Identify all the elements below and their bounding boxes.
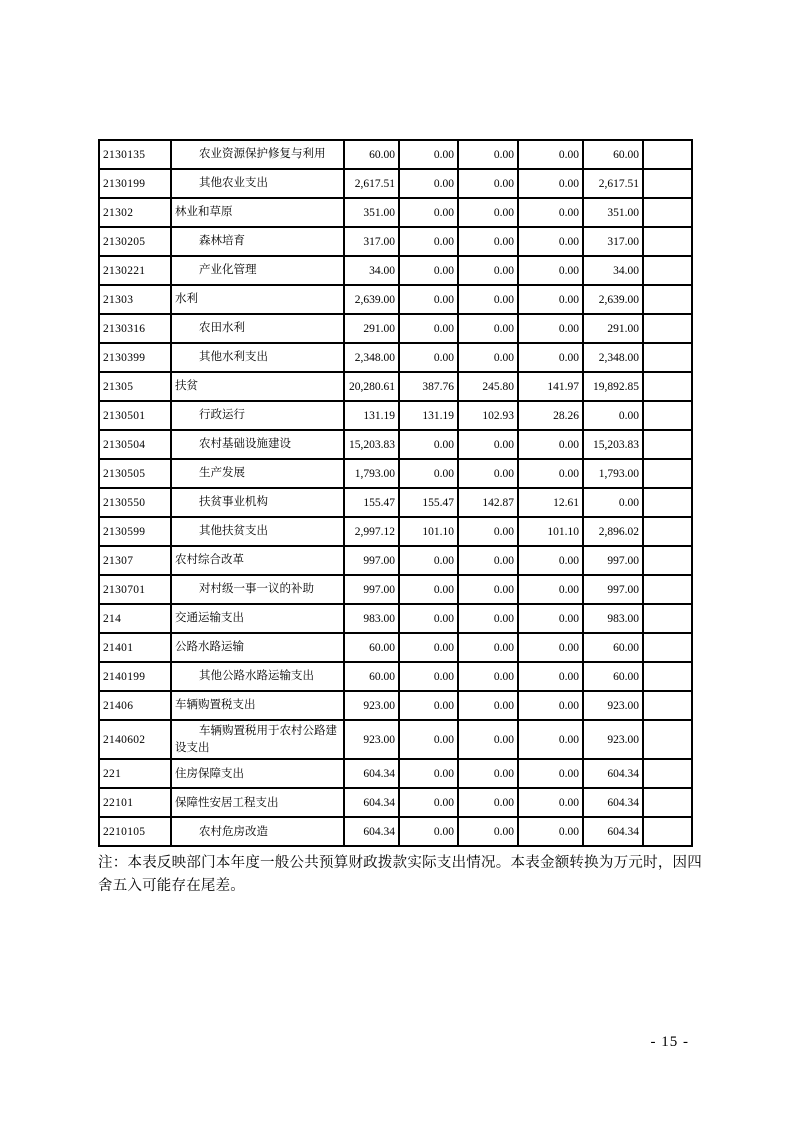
- amount-cell: 155.47: [344, 488, 399, 517]
- amount-cell: 0.00: [458, 691, 518, 720]
- amount-cell: 0.00: [458, 575, 518, 604]
- subject-name-cell: 林业和草原: [171, 198, 344, 227]
- subject-name-cell: 农村危房改造: [171, 817, 344, 846]
- subject-name-cell: 对村级一事一议的补助: [171, 575, 344, 604]
- amount-cell: 0.00: [518, 314, 583, 343]
- amount-cell: 0.00: [399, 759, 458, 788]
- table-row: [99, 198, 692, 227]
- budget-expenditure-table: [98, 139, 693, 847]
- amount-cell: 2,617.51: [583, 169, 643, 198]
- subject-name-cell: 车辆购置税支出: [171, 691, 344, 720]
- subject-name-cell: 扶贫: [171, 372, 344, 401]
- amount-cell: 0.00: [399, 198, 458, 227]
- code-cell: 221: [99, 759, 171, 788]
- subject-name-cell: 公路水路运输: [171, 633, 344, 662]
- empty-cell: [643, 691, 692, 720]
- code-cell: 2130599: [99, 517, 171, 546]
- amount-cell: 351.00: [344, 198, 399, 227]
- code-cell: 22101: [99, 788, 171, 817]
- amount-cell: 0.00: [458, 285, 518, 314]
- amount-cell: 2,639.00: [344, 285, 399, 314]
- empty-cell: [643, 817, 692, 846]
- amount-cell: 19,892.85: [583, 372, 643, 401]
- empty-cell: [643, 517, 692, 546]
- empty-cell: [643, 759, 692, 788]
- amount-cell: 0.00: [399, 633, 458, 662]
- amount-cell: 0.00: [518, 343, 583, 372]
- amount-cell: 0.00: [458, 517, 518, 546]
- amount-cell: 0.00: [518, 227, 583, 256]
- amount-cell: 0.00: [399, 720, 458, 759]
- empty-cell: [643, 459, 692, 488]
- amount-cell: 317.00: [344, 227, 399, 256]
- code-cell: 21406: [99, 691, 171, 720]
- code-cell: 21307: [99, 546, 171, 575]
- amount-cell: 0.00: [458, 198, 518, 227]
- subject-name-cell: 其他扶贫支出: [171, 517, 344, 546]
- amount-cell: 0.00: [399, 662, 458, 691]
- table-row: [99, 604, 692, 633]
- amount-cell: 60.00: [344, 633, 399, 662]
- amount-cell: 0.00: [399, 691, 458, 720]
- code-cell: 2130701: [99, 575, 171, 604]
- amount-cell: 0.00: [399, 256, 458, 285]
- amount-cell: 131.19: [399, 401, 458, 430]
- amount-cell: 0.00: [458, 459, 518, 488]
- amount-cell: 34.00: [583, 256, 643, 285]
- amount-cell: 60.00: [344, 662, 399, 691]
- amount-cell: 0.00: [458, 759, 518, 788]
- amount-cell: 0.00: [458, 604, 518, 633]
- amount-cell: 102.93: [458, 401, 518, 430]
- amount-cell: 604.34: [583, 817, 643, 846]
- amount-cell: 923.00: [583, 691, 643, 720]
- amount-cell: 0.00: [458, 633, 518, 662]
- amount-cell: 0.00: [399, 314, 458, 343]
- empty-cell: [643, 401, 692, 430]
- amount-cell: 983.00: [583, 604, 643, 633]
- subject-name-cell: 交通运输支出: [171, 604, 344, 633]
- code-cell: 2130221: [99, 256, 171, 285]
- table-note: 注：本表反映部门本年度一般公共预算财政拨款实际支出情况。本表金额转换为万元时，因四舍五入可能存在尾差。: [98, 855, 702, 895]
- amount-cell: 604.34: [583, 759, 643, 788]
- table-row: [99, 314, 692, 343]
- empty-cell: [643, 256, 692, 285]
- code-cell: 2130205: [99, 227, 171, 256]
- amount-cell: 983.00: [344, 604, 399, 633]
- amount-cell: 101.10: [399, 517, 458, 546]
- amount-cell: 0.00: [458, 227, 518, 256]
- amount-cell: 387.76: [399, 372, 458, 401]
- table-row: [99, 169, 692, 198]
- amount-cell: 0.00: [518, 430, 583, 459]
- amount-cell: 245.80: [458, 372, 518, 401]
- amount-cell: 291.00: [344, 314, 399, 343]
- subject-name-cell: 农田水利: [171, 314, 344, 343]
- amount-cell: 0.00: [399, 817, 458, 846]
- subject-name-cell: 产业化管理: [171, 256, 344, 285]
- amount-cell: 60.00: [583, 140, 643, 169]
- amount-cell: 2,639.00: [583, 285, 643, 314]
- amount-cell: 0.00: [458, 662, 518, 691]
- amount-cell: 604.34: [583, 788, 643, 817]
- table-row: [99, 285, 692, 314]
- amount-cell: 0.00: [399, 343, 458, 372]
- table-row: [99, 575, 692, 604]
- table-row: [99, 759, 692, 788]
- table-row: [99, 817, 692, 846]
- empty-cell: [643, 314, 692, 343]
- amount-cell: 604.34: [344, 759, 399, 788]
- subject-name-cell: 扶贫事业机构: [171, 488, 344, 517]
- amount-cell: 101.10: [518, 517, 583, 546]
- code-cell: 2140602: [99, 720, 171, 759]
- table-row: [99, 517, 692, 546]
- amount-cell: 0.00: [458, 788, 518, 817]
- empty-cell: [643, 169, 692, 198]
- amount-cell: 0.00: [518, 575, 583, 604]
- amount-cell: 923.00: [583, 720, 643, 759]
- table-row: [99, 691, 692, 720]
- amount-cell: 0.00: [518, 691, 583, 720]
- amount-cell: 1,793.00: [583, 459, 643, 488]
- amount-cell: 0.00: [518, 633, 583, 662]
- amount-cell: 0.00: [518, 662, 583, 691]
- amount-cell: 0.00: [518, 256, 583, 285]
- amount-cell: 60.00: [583, 633, 643, 662]
- empty-cell: [643, 788, 692, 817]
- code-cell: 2130501: [99, 401, 171, 430]
- amount-cell: 20,280.61: [344, 372, 399, 401]
- amount-cell: 0.00: [458, 817, 518, 846]
- code-cell: 21302: [99, 198, 171, 227]
- amount-cell: 0.00: [399, 788, 458, 817]
- table-row: [99, 633, 692, 662]
- amount-cell: 2,896.02: [583, 517, 643, 546]
- empty-cell: [643, 488, 692, 517]
- table-row: [99, 401, 692, 430]
- empty-cell: [643, 343, 692, 372]
- amount-cell: 2,348.00: [583, 343, 643, 372]
- empty-cell: [643, 546, 692, 575]
- amount-cell: 155.47: [399, 488, 458, 517]
- table-row: [99, 488, 692, 517]
- amount-cell: 997.00: [344, 546, 399, 575]
- empty-cell: [643, 662, 692, 691]
- page-content: [98, 139, 702, 898]
- amount-cell: 34.00: [344, 256, 399, 285]
- table-row: [99, 372, 692, 401]
- amount-cell: 997.00: [583, 575, 643, 604]
- subject-name-cell: 车辆购置税用于农村公路建设支出: [171, 720, 344, 759]
- amount-cell: 0.00: [518, 198, 583, 227]
- amount-cell: 0.00: [399, 430, 458, 459]
- amount-cell: 0.00: [399, 169, 458, 198]
- table-row: [99, 662, 692, 691]
- empty-cell: [643, 430, 692, 459]
- amount-cell: 0.00: [458, 430, 518, 459]
- amount-cell: 131.19: [344, 401, 399, 430]
- amount-cell: 0.00: [518, 169, 583, 198]
- amount-cell: 1,793.00: [344, 459, 399, 488]
- table-body: [99, 140, 692, 846]
- subject-name-cell: 农村综合改革: [171, 546, 344, 575]
- empty-cell: [643, 575, 692, 604]
- amount-cell: 0.00: [399, 140, 458, 169]
- subject-name-cell: 行政运行: [171, 401, 344, 430]
- amount-cell: 15,203.83: [344, 430, 399, 459]
- table-row: [99, 140, 692, 169]
- amount-cell: 60.00: [344, 140, 399, 169]
- empty-cell: [643, 198, 692, 227]
- subject-name-cell: 其他公路水路运输支出: [171, 662, 344, 691]
- amount-cell: 0.00: [458, 140, 518, 169]
- code-cell: 2130399: [99, 343, 171, 372]
- amount-cell: 141.97: [518, 372, 583, 401]
- amount-cell: 0.00: [518, 285, 583, 314]
- subject-name-cell: 其他水利支出: [171, 343, 344, 372]
- amount-cell: 2,997.12: [344, 517, 399, 546]
- empty-cell: [643, 227, 692, 256]
- code-cell: 2210105: [99, 817, 171, 846]
- table-row: [99, 546, 692, 575]
- table-row: [99, 788, 692, 817]
- empty-cell: [643, 604, 692, 633]
- empty-cell: [643, 140, 692, 169]
- amount-cell: 0.00: [399, 227, 458, 256]
- amount-cell: 997.00: [344, 575, 399, 604]
- empty-cell: [643, 372, 692, 401]
- code-cell: 2130550: [99, 488, 171, 517]
- amount-cell: 12.61: [518, 488, 583, 517]
- subject-name-cell: 保障性安居工程支出: [171, 788, 344, 817]
- subject-name-cell: 农业资源保护修复与利用: [171, 140, 344, 169]
- code-cell: 214: [99, 604, 171, 633]
- code-cell: 21401: [99, 633, 171, 662]
- code-cell: 21303: [99, 285, 171, 314]
- empty-cell: [643, 633, 692, 662]
- amount-cell: 2,348.00: [344, 343, 399, 372]
- subject-name-cell: 农村基础设施建设: [171, 430, 344, 459]
- amount-cell: 0.00: [518, 546, 583, 575]
- amount-cell: 351.00: [583, 198, 643, 227]
- code-cell: 2140199: [99, 662, 171, 691]
- amount-cell: 923.00: [344, 720, 399, 759]
- subject-name-cell: 森林培育: [171, 227, 344, 256]
- table-row: [99, 256, 692, 285]
- code-cell: 2130316: [99, 314, 171, 343]
- amount-cell: 0.00: [399, 459, 458, 488]
- amount-cell: 317.00: [583, 227, 643, 256]
- amount-cell: 0.00: [458, 343, 518, 372]
- amount-cell: 2,617.51: [344, 169, 399, 198]
- amount-cell: 0.00: [518, 604, 583, 633]
- amount-cell: 142.87: [458, 488, 518, 517]
- amount-cell: 0.00: [518, 720, 583, 759]
- amount-cell: 0.00: [518, 459, 583, 488]
- code-cell: 2130199: [99, 169, 171, 198]
- amount-cell: 0.00: [458, 169, 518, 198]
- amount-cell: 0.00: [518, 817, 583, 846]
- page-number: - 15 -: [650, 1034, 689, 1050]
- code-cell: 2130135: [99, 140, 171, 169]
- amount-cell: 28.26: [518, 401, 583, 430]
- amount-cell: 0.00: [399, 285, 458, 314]
- amount-cell: 0.00: [518, 759, 583, 788]
- table-row: [99, 430, 692, 459]
- amount-cell: 0.00: [399, 604, 458, 633]
- amount-cell: 604.34: [344, 788, 399, 817]
- amount-cell: 0.00: [458, 720, 518, 759]
- subject-name-cell: 其他农业支出: [171, 169, 344, 198]
- amount-cell: 291.00: [583, 314, 643, 343]
- amount-cell: 0.00: [518, 788, 583, 817]
- empty-cell: [643, 720, 692, 759]
- amount-cell: 15,203.83: [583, 430, 643, 459]
- code-cell: 21305: [99, 372, 171, 401]
- amount-cell: 0.00: [399, 575, 458, 604]
- amount-cell: 0.00: [583, 401, 643, 430]
- amount-cell: 0.00: [399, 546, 458, 575]
- amount-cell: 0.00: [458, 256, 518, 285]
- subject-name-cell: 住房保障支出: [171, 759, 344, 788]
- table-row: [99, 227, 692, 256]
- amount-cell: 923.00: [344, 691, 399, 720]
- amount-cell: 0.00: [518, 140, 583, 169]
- amount-cell: 604.34: [344, 817, 399, 846]
- table-row: [99, 343, 692, 372]
- amount-cell: 0.00: [583, 488, 643, 517]
- subject-name-cell: 水利: [171, 285, 344, 314]
- table-row: [99, 720, 692, 759]
- code-cell: 2130505: [99, 459, 171, 488]
- amount-cell: 60.00: [583, 662, 643, 691]
- amount-cell: 0.00: [458, 546, 518, 575]
- subject-name-cell: 生产发展: [171, 459, 344, 488]
- empty-cell: [643, 285, 692, 314]
- amount-cell: 997.00: [583, 546, 643, 575]
- code-cell: 2130504: [99, 430, 171, 459]
- table-row: [99, 459, 692, 488]
- amount-cell: 0.00: [458, 314, 518, 343]
